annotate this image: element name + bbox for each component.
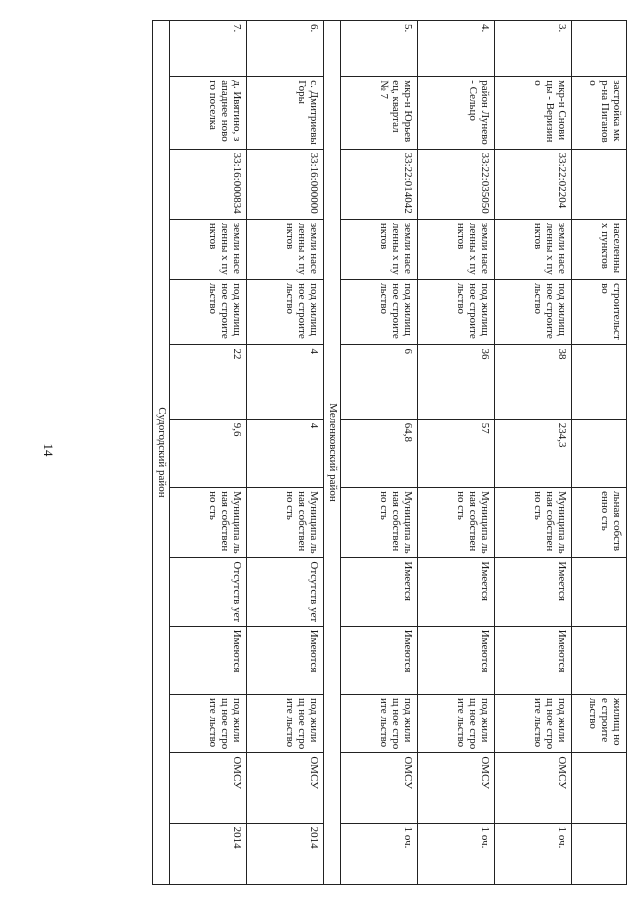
- cell-use: под жилищное строительство: [495, 280, 572, 345]
- cell-area: 6: [341, 345, 418, 419]
- table-row: [418, 21, 495, 885]
- cell-number: 7.: [170, 21, 247, 77]
- cell-responsible: ОМСУ: [495, 753, 572, 823]
- cell-place: д. Ивятино, западнее нового поселка: [170, 77, 247, 149]
- cell-price: [572, 419, 627, 487]
- cell-price: 234,3: [495, 419, 572, 487]
- cell-cadastral: 33:22:035050: [418, 149, 495, 219]
- cell-cadastral: 33:16:000834: [170, 149, 247, 219]
- cell-number: 6.: [247, 21, 324, 77]
- cell-place: мкр-н Юрьевец, квартал № 7: [341, 77, 418, 149]
- cell-category: земли населенны х пунктов: [495, 219, 572, 279]
- cell-place: застройка мкр-на Пиганово: [572, 77, 627, 149]
- region-name: Меленковский район: [324, 21, 341, 885]
- cell-purpose: под жилищ ное строите льство: [170, 695, 247, 753]
- cell-term: 1 оч.: [495, 823, 572, 884]
- cell-utilities: Имеется: [495, 558, 572, 626]
- cell-cadastral: 33:16:000000: [247, 149, 324, 219]
- cell-term: 2014: [170, 823, 247, 884]
- cell-term: 1 оч.: [341, 823, 418, 884]
- cell-number: 3.: [495, 21, 572, 77]
- table-row: [341, 21, 418, 885]
- cell-use: под жилищное строительство: [418, 280, 495, 345]
- region-name: Судогодский район: [153, 21, 170, 885]
- cell-roads: Имеются: [495, 626, 572, 694]
- cell-ownership: Муниципа льная собственно сть: [418, 488, 495, 558]
- cell-purpose: под жилищ ное строите льство: [495, 695, 572, 753]
- cell-utilities: [572, 558, 627, 626]
- cell-price: 64,8: [341, 419, 418, 487]
- cell-category: населенны х пунктов: [572, 219, 627, 279]
- land-plots-table-container: [82, 20, 627, 885]
- table-row: [495, 21, 572, 885]
- cell-cadastral: 33:22:02204: [495, 149, 572, 219]
- cell-use: под жилищное строительство: [247, 280, 324, 345]
- cell-price: 9,6: [170, 419, 247, 487]
- cell-use: под жилищное строительство: [170, 280, 247, 345]
- cell-term: 2014: [247, 823, 324, 884]
- cell-place: с. Дмитриевы Горы: [247, 77, 324, 149]
- cell-responsible: ОМСУ: [341, 753, 418, 823]
- cell-cadastral: 33:22:014042: [341, 149, 418, 219]
- rotated-table: [82, 20, 627, 885]
- cell-ownership: льная собственно сть: [572, 488, 627, 558]
- land-plots-table: [152, 20, 627, 885]
- cell-area: 36: [418, 345, 495, 419]
- cell-number: 5.: [341, 21, 418, 77]
- cell-term: [572, 823, 627, 884]
- cell-responsible: ОМСУ: [247, 753, 324, 823]
- cell-category: земли населенны х пунктов: [170, 219, 247, 279]
- cell-price: 4: [247, 419, 324, 487]
- cell-category: земли населенны х пунктов: [247, 219, 324, 279]
- cell-utilities: Имеется: [418, 558, 495, 626]
- cell-ownership: Муниципа льная собственно сть: [170, 488, 247, 558]
- cell-purpose: жилищ ное строите льство: [572, 695, 627, 753]
- cell-utilities: Имеется: [341, 558, 418, 626]
- cell-ownership: Муниципа льная собственно сть: [341, 488, 418, 558]
- cell-cadastral: [572, 149, 627, 219]
- cell-roads: [572, 626, 627, 694]
- cell-purpose: под жилищ ное строите льство: [418, 695, 495, 753]
- cell-responsible: ОМСУ: [418, 753, 495, 823]
- continued-row: [572, 21, 627, 885]
- cell-responsible: [572, 753, 627, 823]
- cell-price: 57: [418, 419, 495, 487]
- cell-responsible: ОМСУ: [170, 753, 247, 823]
- cell-ownership: Муниципа льная собственно сть: [495, 488, 572, 558]
- cell-use: строительство: [572, 280, 627, 345]
- cell-term: 1 оч.: [418, 823, 495, 884]
- cell-utilities: Отсутств ует: [170, 558, 247, 626]
- cell-roads: Имеются: [341, 626, 418, 694]
- table-row: [170, 21, 247, 885]
- cell-number: [572, 21, 627, 77]
- cell-ownership: Муниципа льная собственно сть: [247, 488, 324, 558]
- cell-area: 22: [170, 345, 247, 419]
- cell-place: мкр-н Сновицы - Веризино: [495, 77, 572, 149]
- cell-purpose: под жилищ ное строите льство: [341, 695, 418, 753]
- cell-area: [572, 345, 627, 419]
- table-row: [247, 21, 324, 885]
- cell-utilities: Отсутств ует: [247, 558, 324, 626]
- region-row: [324, 21, 341, 885]
- cell-roads: Имеются: [247, 626, 324, 694]
- cell-area: 4: [247, 345, 324, 419]
- region-row: [153, 21, 170, 885]
- cell-purpose: под жилищ ное строите льство: [247, 695, 324, 753]
- cell-area: 38: [495, 345, 572, 419]
- cell-roads: Имеются: [418, 626, 495, 694]
- page-number: 14: [41, 443, 56, 457]
- cell-place: район Лунево - Сельцо: [418, 77, 495, 149]
- cell-roads: Имеются: [170, 626, 247, 694]
- cell-category: земли населенны х пунктов: [341, 219, 418, 279]
- cell-category: земли населенны х пунктов: [418, 219, 495, 279]
- cell-use: под жилищное строительство: [341, 280, 418, 345]
- cell-number: 4.: [418, 21, 495, 77]
